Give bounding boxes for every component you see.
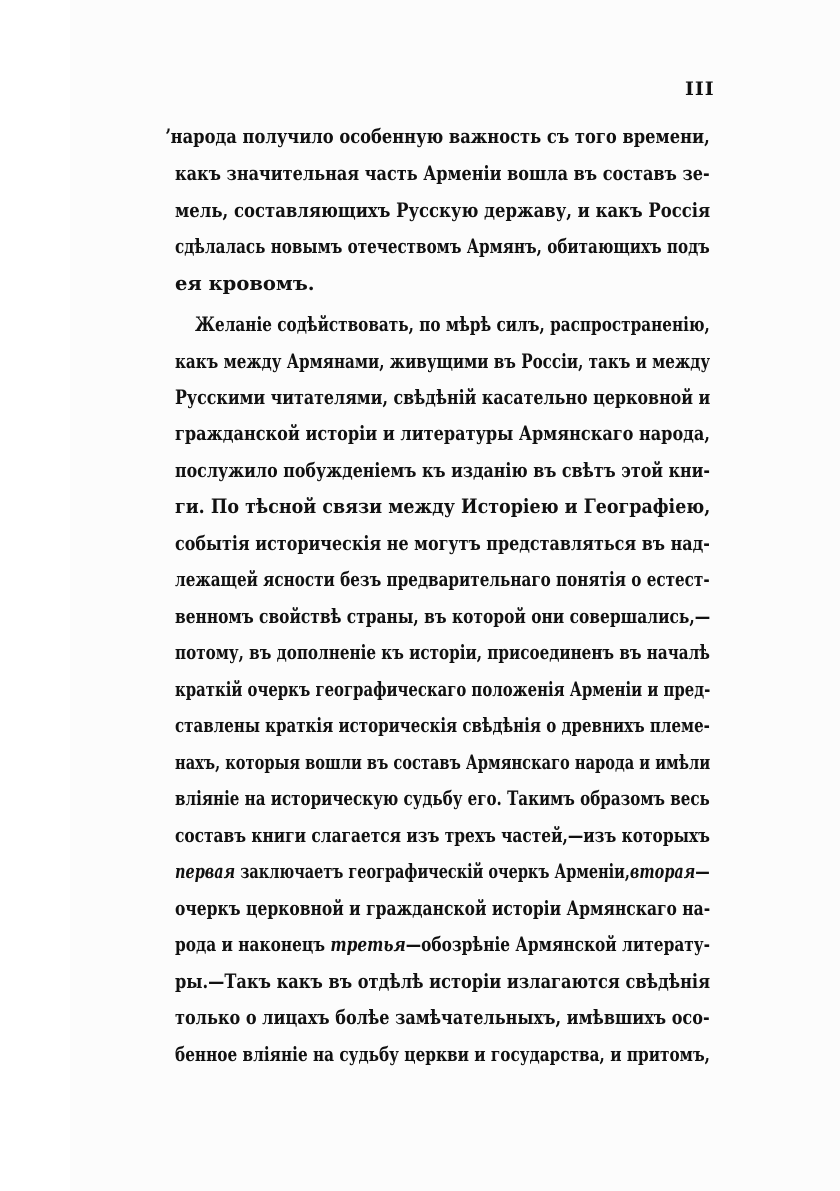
text-line bbox=[175, 272, 315, 296]
text-line bbox=[175, 235, 710, 259]
text-line bbox=[175, 568, 710, 592]
text-line bbox=[175, 678, 710, 702]
text-segment: Желаніе содѣйствовать, по мѣрѣ силъ, распространенію, bbox=[195, 313, 710, 336]
text-segment: краткій очеркъ географическаго положенія Арменіи и пред- bbox=[175, 678, 711, 701]
text-segment: нахъ, которыя вошли въ составъ Армянскаго народа и имѣли bbox=[175, 751, 711, 774]
text-line bbox=[175, 787, 710, 811]
text-segment: —обозрѣніе Армянской литерату- bbox=[405, 933, 711, 956]
text-segment: потому, въ дополненіе къ исторіи, присоединенъ въ началѣ bbox=[175, 641, 710, 664]
text-line bbox=[175, 1006, 710, 1030]
text-segment: венномъ свойствѣ страны, въ которой они совершались,— bbox=[175, 605, 711, 628]
text-line bbox=[175, 1043, 710, 1067]
text-segment: составъ книги слагается изъ трехъ частей,—изъ которыхъ bbox=[175, 824, 710, 847]
text-segment: только о лицахъ болѣе замѣчательныхъ, имѣвшихъ осо- bbox=[175, 1006, 710, 1029]
text-line bbox=[175, 897, 710, 921]
page-margin bbox=[0, 0, 70, 1191]
text-segment: ги. По тѣсной связи между Исторіею и Географіею, bbox=[175, 495, 711, 518]
text-segment: какъ значительная часть Арменіи вошла въ составъ зе- bbox=[175, 162, 710, 185]
text-segment: бенное вліяніе на судьбу церкви и государства, и притомъ, bbox=[175, 1043, 710, 1066]
italic-text: первая bbox=[175, 860, 236, 883]
text-line bbox=[175, 824, 710, 848]
italic-text: третья bbox=[330, 933, 406, 956]
text-segment: — bbox=[695, 860, 710, 883]
text-line bbox=[175, 350, 710, 374]
text-line bbox=[165, 125, 710, 149]
text-line bbox=[175, 162, 710, 186]
text-segment: событія историческія не могутъ представляться въ над- bbox=[175, 532, 710, 555]
text-segment: ры.—Такъ какъ въ отдѣлѣ исторіи излагаются свѣдѣнія bbox=[175, 970, 711, 993]
text-segment: ставлены краткія историческія свѣдѣнія о древнихъ племе- bbox=[175, 714, 710, 737]
page-number: III bbox=[685, 78, 715, 100]
text-segment: ея кровомъ. bbox=[175, 272, 315, 295]
text-segment: ʼнарода получило особенную важность съ того времени, bbox=[165, 125, 710, 148]
text-line bbox=[175, 459, 710, 483]
text-segment: лежащей ясности безъ предварительнаго понятія о естест- bbox=[175, 568, 710, 591]
text-line bbox=[175, 970, 710, 994]
text-segment: гражданской исторіи и литературы Армянскаго народа, bbox=[175, 422, 710, 445]
text-segment: рода и наконецъ bbox=[175, 933, 331, 956]
text-line bbox=[175, 386, 710, 410]
text-line bbox=[195, 313, 710, 337]
text-line bbox=[175, 199, 710, 223]
text-line bbox=[175, 605, 710, 629]
text-line bbox=[175, 714, 710, 738]
text-line bbox=[175, 495, 710, 519]
text-segment: вліяніе на историческую судьбу его. Такимъ образомъ весь bbox=[175, 787, 710, 810]
text-line bbox=[175, 933, 710, 957]
italic-text: вторая bbox=[629, 860, 696, 883]
text-segment: сдѣлалась новымъ отечествомъ Армянъ, обитающихъ подъ bbox=[175, 235, 710, 258]
text-segment: послужило побужденіемъ къ изданію въ свѣтъ этой кни- bbox=[175, 459, 710, 482]
text-line bbox=[175, 532, 710, 556]
text-line bbox=[175, 751, 710, 775]
text-segment: мель, составляющихъ Русскую державу, и какъ Россія bbox=[175, 199, 711, 222]
text-line bbox=[175, 860, 710, 884]
text-line bbox=[175, 422, 710, 446]
text-segment: очеркъ церковной и гражданской исторіи Армянскаго на- bbox=[175, 897, 711, 920]
text-segment: Русскими читателями, свѣдѣній касательно церковной и bbox=[175, 386, 711, 409]
text-line bbox=[175, 641, 710, 665]
text-segment: какъ между Армянами, живущими въ Россіи, такъ и между bbox=[175, 350, 711, 373]
text-segment: заключаетъ географическій очеркъ Арменіи, bbox=[235, 860, 630, 883]
